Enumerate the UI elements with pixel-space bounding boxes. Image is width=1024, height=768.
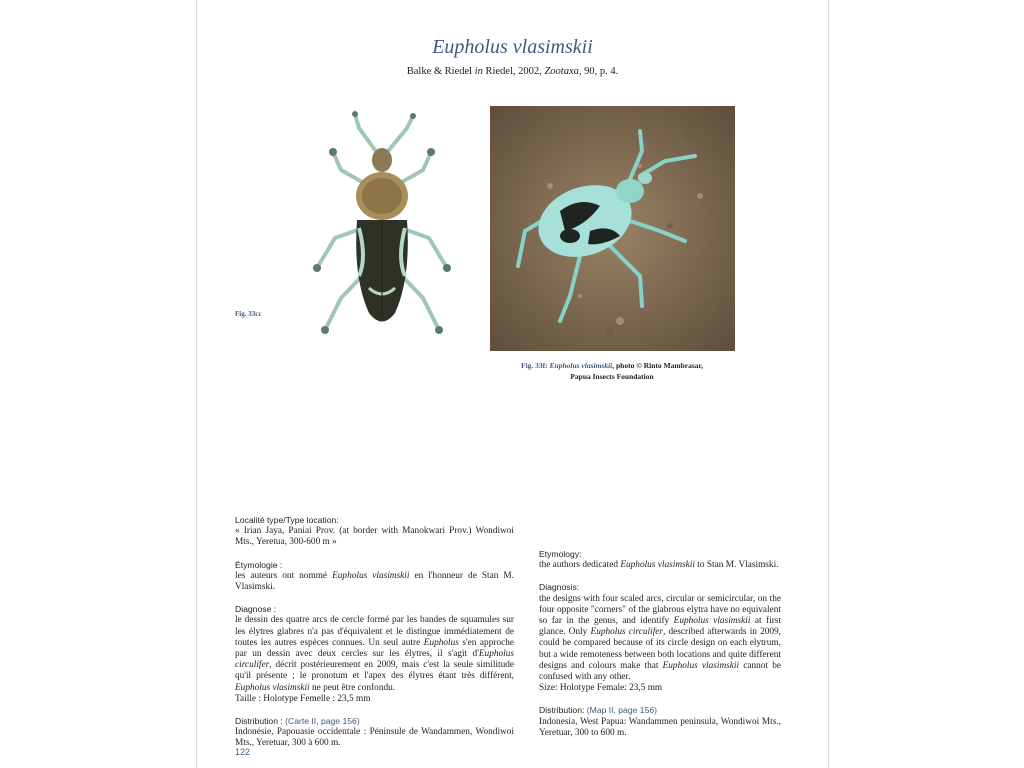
diagnose-species-1: Eupholus	[423, 637, 459, 648]
citation-journal: Zootaxa	[544, 66, 579, 77]
diagnose-d: ne peut être confondu.	[311, 682, 396, 693]
diagnosis-species-3: Eupholus vlasimskii	[662, 660, 740, 671]
citation-rest: Riedel, 2002,	[485, 66, 542, 77]
distribution-heading-en	[539, 705, 781, 716]
etymologie-heading: Étymologie :	[235, 559, 283, 570]
diagnose-species-3: Eupholus vlasimskii	[235, 682, 310, 693]
etymologie-pre: les auteurs ont nommé	[235, 570, 328, 581]
etymology-post: to Stan M. Vlasimski.	[697, 560, 779, 571]
diagnosis-d: cannot be confused with any other.	[539, 660, 781, 683]
distribution-text-en: Indonesia, West Papua: Wandammen peninsula, Wondiwoi Mts., Yeretuar, 300 to 600 m.	[539, 716, 781, 738]
french-column	[235, 515, 514, 750]
diagnosis-heading: Diagnosis:	[539, 582, 580, 593]
citation-tail: , 90, p. 4.	[578, 66, 619, 77]
map-reference-link[interactable]: (Map II, page 156)	[586, 705, 657, 716]
distribution-label-en: Distribution:	[539, 705, 585, 716]
citation	[197, 66, 828, 77]
english-column	[539, 549, 781, 739]
figure-caption	[497, 360, 727, 382]
diagnose-b: s'en approche par un dessin avec deux cercles sur les élytres, il s'agit d'	[235, 637, 515, 660]
caption-line2: Papua Insects Foundation	[570, 372, 654, 381]
diagnose-text	[235, 615, 514, 693]
diagnosis-c: , described afterwards in 2009, could be compared because of its circle design on each elytrum, but a wide remoteness between both locations and quite different designs and colours make that	[539, 627, 781, 671]
diagnosis-species-2: Eupholus circulifer	[590, 627, 664, 638]
etymologie-text	[235, 571, 514, 593]
distribution-heading-fr	[235, 716, 514, 727]
diagnosis-b: at first glance. Only	[539, 616, 781, 638]
diagnose-species-2: Eupholus circulifer	[235, 649, 514, 671]
citation-in: in	[474, 66, 483, 77]
etymology-species: Eupholus vlasimskii	[620, 560, 695, 571]
diagnose-heading: Diagnose :	[235, 604, 277, 615]
page-title: Eupholus vlasimskii	[432, 36, 593, 58]
figure-label-left: Fig. 33cc	[235, 310, 262, 318]
etymologie-post: en l'honneur de Stan M. Vlasimski.	[235, 570, 515, 593]
caption-credit: , photo © Rinto Mambrasar,	[612, 361, 704, 370]
distribution-label-fr: Distribution :	[235, 716, 283, 727]
diagnosis-a: the designs with four scaled arcs, circular or semicircular, on the four opposite "corners" of the glabrous elytra have no equivalent so far in the genus, and identify	[539, 593, 781, 627]
distribution-text-fr: Indonésie, Papouasie occidentale : Péninsule de Wandammen, Wondiwoi Mts., Yeretuar, 300 à 600 m.	[235, 727, 514, 749]
page-number: 122	[235, 747, 251, 757]
type-location-text: « Irian Jaya, Paniai Prov. (at border with Manokwari Prov.) Wondiwoi Mts., Yeretua, 300-600 m »	[235, 526, 514, 548]
type-location-heading: Localité type/Type location:	[235, 515, 339, 525]
specimen-photo-field	[490, 106, 735, 351]
citation-authors: Balke & Riedel	[406, 66, 473, 77]
diagnosis-text	[539, 594, 781, 684]
etymology-text	[539, 560, 781, 571]
taille-text: Taille : Holotype Femelle : 23,5 mm	[235, 693, 371, 704]
diagnosis-species-1: Eupholus vlasimskii	[673, 616, 751, 627]
diagnose-c: , décrit postérieurement en 2009, mais c'est la seule similitude qu'il présente ; le pronotum et l'apex des élytres étant très différent,	[235, 660, 514, 682]
caption-fig-number: Fig. 33f:	[520, 361, 548, 370]
etymologie-species: Eupholus vlasimskii	[332, 570, 410, 581]
caption-species: Eupholus vlasimskii	[549, 361, 613, 370]
document-page	[196, 0, 829, 768]
etymology-pre: the authors dedicated	[539, 560, 618, 571]
carte-reference-link[interactable]: (Carte II, page 156)	[285, 716, 360, 727]
diagnose-a: le dessin des quatre arcs de cercle formé par les bandes de squamules sur les élytres glabres n'a pas d'équivalent et le distingue immédiatement de toutes les autres espèces connues. Un seul autre	[235, 615, 514, 648]
specimen-image-dorsal	[297, 108, 467, 346]
size-text: Size: Holotype Female: 23,5 mm	[539, 683, 663, 694]
etymology-heading: Etymology:	[539, 549, 582, 559]
